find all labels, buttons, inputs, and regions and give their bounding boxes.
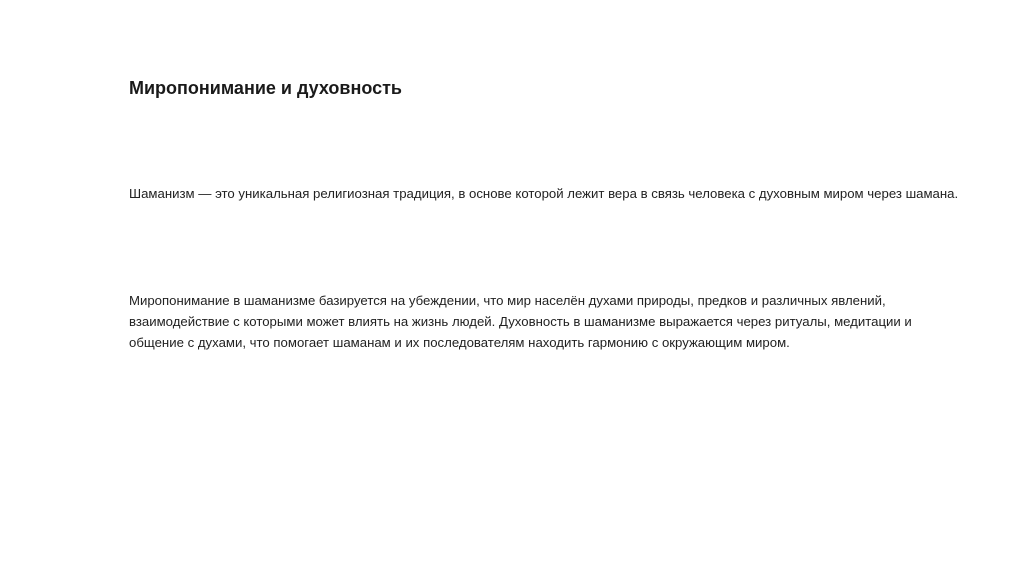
slide-title: Миропонимание и духовность [129,78,402,98]
paragraph-worldview-spirituality: Миропонимание в шаманизме базируется на убеждении, что мир населён духами природы, предков и различных явлений, взаимодействие с которыми может влиять на жизнь людей. Духовность в шаманизме выражается через ритуалы, медитации и общение с духами, что помогает шаманам и их последователям находить гармонию с окружающим миром. [129,293,912,350]
paragraph-shamanism-intro: Шаманизм — это уникальная религиозная традиция, в основе которой лежит вера в связь человека с духовным миром через шамана. [129,186,959,201]
